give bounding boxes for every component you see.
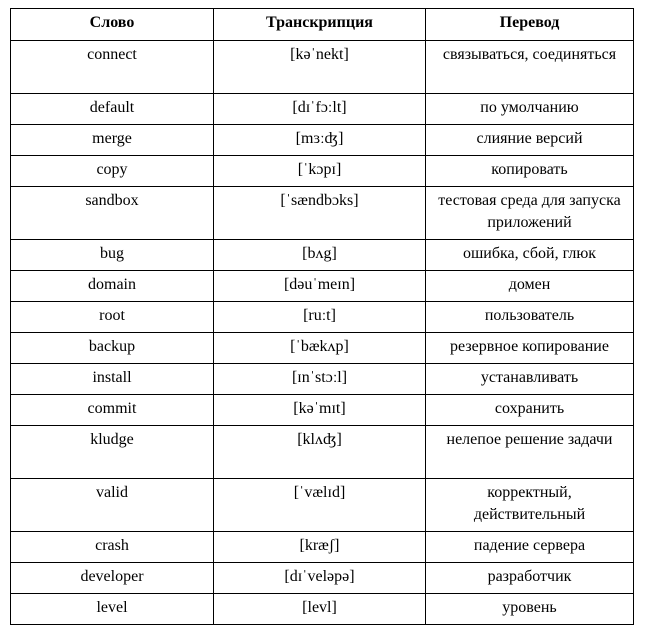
table-row	[11, 532, 634, 563]
cell-transcription: [ˈkɔpɪ]	[214, 156, 426, 187]
cell-translation: связываться, соединяться	[426, 41, 634, 94]
cell-word: connect	[11, 41, 214, 94]
cell-transcription: [bʌg]	[214, 240, 426, 271]
cell-word: root	[11, 302, 214, 333]
cell-transcription: [dɪˈfɔːlt]	[214, 94, 426, 125]
cell-translation: нелепое решение задачи	[426, 426, 634, 479]
cell-word: bug	[11, 240, 214, 271]
cell-word: copy	[11, 156, 214, 187]
table-row	[11, 240, 634, 271]
cell-word: merge	[11, 125, 214, 156]
cell-translation: домен	[426, 271, 634, 302]
cell-translation: пользователь	[426, 302, 634, 333]
table-row	[11, 94, 634, 125]
cell-transcription: [dɪˈveləpə]	[214, 563, 426, 594]
header-translation: Перевод	[426, 9, 634, 41]
table-row	[11, 41, 634, 94]
cell-word: valid	[11, 479, 214, 532]
cell-transcription: [levl]	[214, 594, 426, 625]
cell-translation: копировать	[426, 156, 634, 187]
cell-translation: тестовая среда для запуска приложений	[426, 187, 634, 240]
table-row	[11, 364, 634, 395]
cell-translation: устанавливать	[426, 364, 634, 395]
table-row	[11, 156, 634, 187]
table-row	[11, 333, 634, 364]
cell-transcription: [ruːt]	[214, 302, 426, 333]
header-transcription: Транскрипция	[214, 9, 426, 41]
table-row	[11, 563, 634, 594]
cell-translation: сохранить	[426, 395, 634, 426]
cell-translation: корректный, действительный	[426, 479, 634, 532]
cell-transcription: [ˈsændbɔks]	[214, 187, 426, 240]
cell-transcription: [mɜːʤ]	[214, 125, 426, 156]
cell-transcription: [ɪnˈstɔːl]	[214, 364, 426, 395]
cell-transcription: [kəˈmɪt]	[214, 395, 426, 426]
cell-translation: по умолчанию	[426, 94, 634, 125]
table-row	[11, 271, 634, 302]
table-row	[11, 125, 634, 156]
cell-translation: падение сервера	[426, 532, 634, 563]
cell-word: commit	[11, 395, 214, 426]
table-row	[11, 479, 634, 532]
cell-word: sandbox	[11, 187, 214, 240]
table-row	[11, 187, 634, 240]
cell-transcription: [kræʃ]	[214, 532, 426, 563]
table-row	[11, 426, 634, 479]
cell-translation: слияние версий	[426, 125, 634, 156]
cell-translation: уровень	[426, 594, 634, 625]
cell-word: developer	[11, 563, 214, 594]
vocabulary-table	[10, 8, 634, 625]
table-row	[11, 594, 634, 625]
cell-transcription: [ˈvælɪd]	[214, 479, 426, 532]
cell-translation: ошибка, сбой, глюк	[426, 240, 634, 271]
cell-word: domain	[11, 271, 214, 302]
cell-word: level	[11, 594, 214, 625]
cell-transcription: [dəuˈmeɪn]	[214, 271, 426, 302]
cell-word: backup	[11, 333, 214, 364]
table-header	[11, 9, 634, 41]
cell-transcription: [kəˈnekt]	[214, 41, 426, 94]
table-row	[11, 302, 634, 333]
cell-word: default	[11, 94, 214, 125]
cell-word: kludge	[11, 426, 214, 479]
cell-transcription: [klʌʤ]	[214, 426, 426, 479]
cell-transcription: [ˈbækʌp]	[214, 333, 426, 364]
table-body	[11, 41, 634, 625]
cell-word: install	[11, 364, 214, 395]
header-word: Слово	[11, 9, 214, 41]
cell-word: crash	[11, 532, 214, 563]
cell-translation: разработчик	[426, 563, 634, 594]
header-row	[11, 9, 634, 41]
cell-translation: резервное копирование	[426, 333, 634, 364]
table-row	[11, 395, 634, 426]
